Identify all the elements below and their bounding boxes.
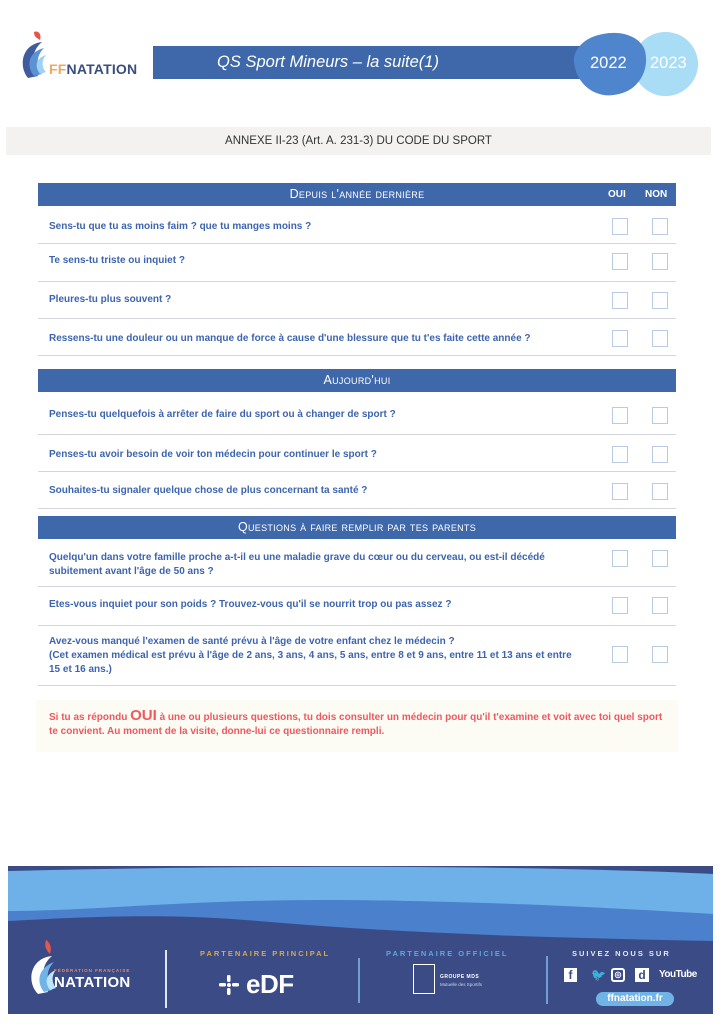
warning-emphasis: OUI [130, 707, 157, 724]
question-row [38, 472, 676, 509]
legal-reference: ANNEXE II-23 (Art. A. 231-3) DU CODE DU SPORT [6, 127, 711, 155]
question-text [49, 635, 584, 677]
checkbox-no[interactable] [652, 597, 668, 614]
divider [546, 956, 548, 1004]
checkbox-yes[interactable] [612, 597, 628, 614]
section-header-parents [38, 516, 676, 539]
checkbox-no[interactable] [652, 218, 668, 235]
facebook-icon[interactable]: f [564, 968, 577, 982]
section-title: Depuis l'année dernière [289, 187, 425, 201]
checkbox-no[interactable] [652, 446, 668, 463]
twitter-icon[interactable]: 🐦 [591, 968, 606, 982]
checkbox-yes[interactable] [612, 483, 628, 500]
season-start-year: 2022 [590, 54, 627, 72]
question-text: Penses-tu avoir besoin de voir ton médecin pour continuer le sport ? [49, 449, 377, 460]
column-yes-label: OUI [608, 189, 626, 200]
checkbox-yes[interactable] [612, 218, 628, 235]
document-title-bar [153, 46, 593, 79]
divider [358, 958, 360, 1003]
section-header-today [38, 369, 676, 392]
checkbox-yes[interactable] [612, 407, 628, 424]
section-header-since-last-year [38, 183, 676, 206]
column-no-label: NON [645, 189, 668, 200]
question-row [38, 626, 676, 686]
youtube-icon[interactable]: YouTube [659, 969, 697, 980]
section-title: Aujourd'hui [323, 373, 391, 387]
principal-partner-label: PARTENAIRE PRINCIPAL [200, 949, 331, 958]
checkbox-yes[interactable] [612, 550, 628, 567]
instagram-icon[interactable]: ◎ [611, 968, 625, 982]
checkbox-yes[interactable] [612, 646, 628, 663]
footer-banner [8, 866, 713, 1014]
divider [165, 950, 167, 1008]
question-text: Etes-vous inquiet pour son poids ? Trouvez-vous qu'il se nourrit trop ou pas assez ? [49, 599, 452, 610]
checkbox-yes[interactable] [612, 330, 628, 347]
official-partner-label: PARTENAIRE OFFICIEL [386, 949, 509, 958]
checkbox-no[interactable] [652, 483, 668, 500]
edf-logo: eDF [246, 969, 294, 999]
question-row [38, 587, 676, 626]
ffnatation-logo [20, 28, 145, 83]
mds-name: GROUPE MDS [440, 974, 480, 980]
checkbox-yes[interactable] [612, 446, 628, 463]
checkbox-no[interactable] [652, 550, 668, 567]
question-text: Souhaites-tu signaler quelque chose de plus concernant ta santé ? [49, 485, 368, 496]
logo-wordmark: FFNATATION [49, 61, 138, 77]
question-row [38, 244, 676, 282]
question-row [38, 435, 676, 472]
follow-us-label: SUIVEZ NOUS SUR [572, 949, 671, 958]
question-text: Sens-tu que tu as moins faim ? que tu manges moins ? [49, 221, 312, 232]
season-end-year: 2023 [650, 54, 687, 72]
checkbox-yes[interactable] [612, 253, 628, 270]
warning-box [36, 700, 678, 752]
question-row [38, 394, 676, 435]
section-title: Questions à faire remplir par tes parents [237, 520, 477, 534]
question-row [38, 282, 676, 319]
question-text: Penses-tu quelquefois à arrêter de faire du sport ou à changer de sport ? [49, 409, 396, 420]
warning-text: Si tu as répondu OUI à une ou plusieurs questions, tu dois consulter un médecin pour qu'il t'examine et voit avec toi quel sport te convient. Au moment de la visite, donne-lui ce questionnaire rempli. [49, 707, 663, 737]
question-text: Te sens-tu triste ou inquiet ? [49, 255, 185, 266]
checkbox-no[interactable] [652, 292, 668, 309]
checkbox-no[interactable] [652, 253, 668, 270]
website-link[interactable]: ffnatation.fr [596, 992, 674, 1006]
document-title: QS Sport Mineurs – la suite(1) [217, 53, 439, 71]
checkbox-no[interactable] [652, 646, 668, 663]
question-row [38, 540, 676, 587]
federation-name: NATATION [54, 974, 131, 991]
checkbox-no[interactable] [652, 407, 668, 424]
federation-subtitle: FÉDÉRATION FRANÇAISE [54, 968, 131, 973]
question-text: Pleures-tu plus souvent ? [49, 294, 172, 305]
checkbox-no[interactable] [652, 330, 668, 347]
question-row [38, 319, 676, 356]
checkbox-yes[interactable] [612, 292, 628, 309]
question-main: Avez-vous manqué l'examen de santé prévu à l'âge de votre enfant chez le médecin ? [49, 636, 455, 647]
mds-subtitle: Mutuelle des Sportifs [440, 982, 483, 987]
edf-star-icon [215, 974, 243, 996]
mds-logo-icon [413, 964, 435, 994]
question-text: Ressens-tu une douleur ou un manque de force à cause d'une blessure que tu t'es faite cette année ? [49, 333, 531, 344]
question-note: (Cet examen médical est prévu à l'âge de 2 ans, 3 ans, 4 ans, 5 ans, entre 8 et 9 ans, entre 11 et 13 ans et entre 15 et 16 ans.) [49, 650, 572, 675]
question-text: Quelqu'un dans votre famille proche a-t-il eu une maladie grave du cœur ou du cerveau, ou est-il décédé subitement avant l'âge de 50 ans ? [49, 552, 545, 577]
question-row [38, 207, 676, 244]
dailymotion-icon[interactable]: d [635, 968, 649, 982]
